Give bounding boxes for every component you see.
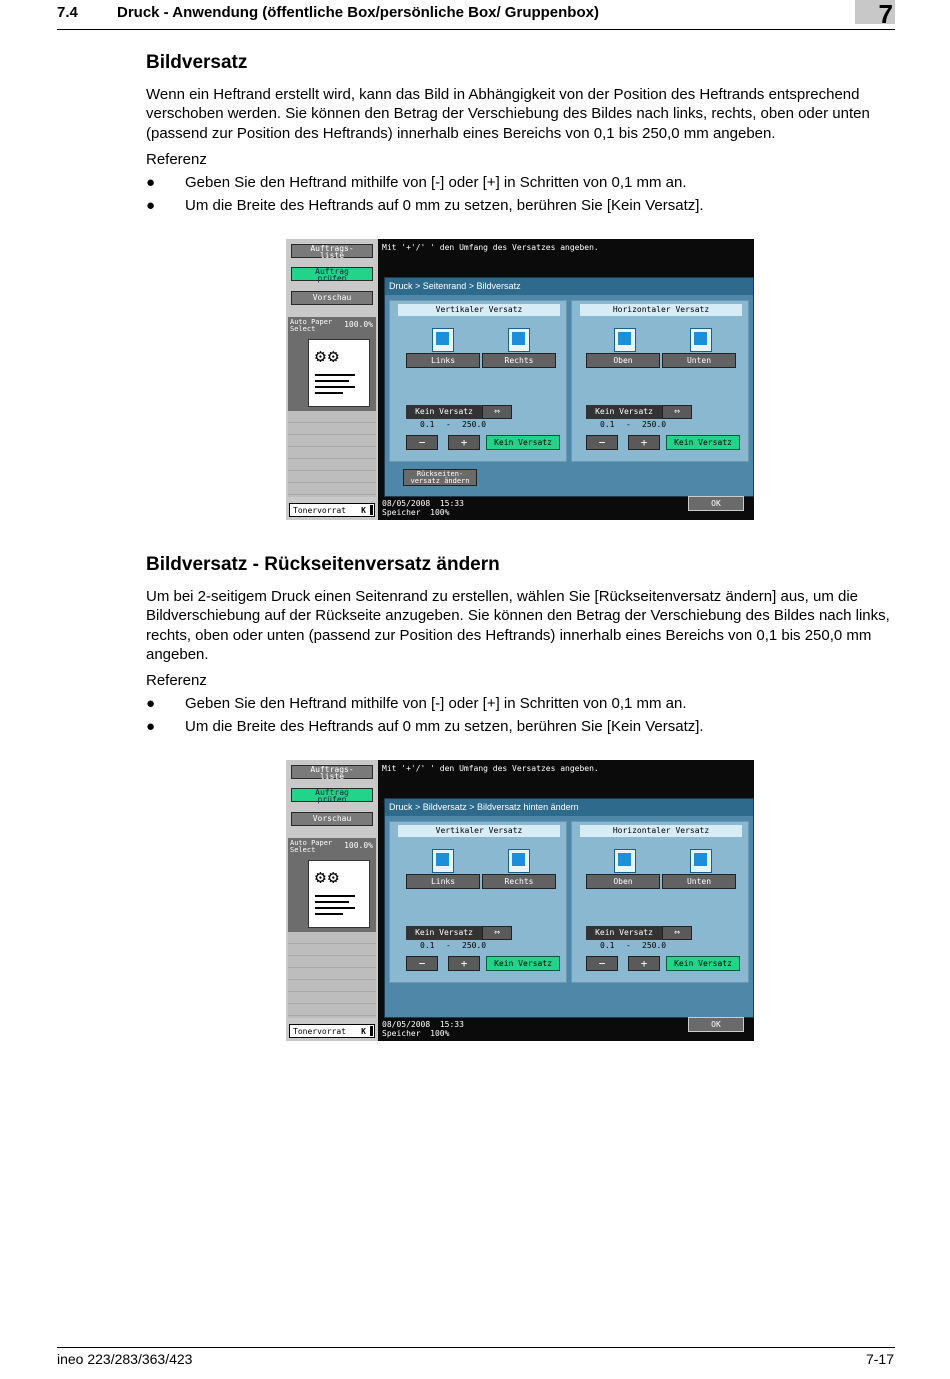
links-button[interactable]: Links	[406, 874, 480, 889]
shift-left-icon	[432, 849, 454, 873]
auftrag-pruefen-button[interactable]: Auftrag prüfen	[291, 267, 373, 281]
bullet-icon: ●	[146, 695, 156, 712]
left-panel	[286, 760, 378, 1041]
kein-versatz-value: Kein Versatz	[586, 405, 662, 419]
breadcrumb: Druck > Seitenrand > Bildversatz	[385, 278, 753, 295]
kein-versatz-value: Kein Versatz	[406, 926, 482, 940]
paragraph-rueckseitenversatz: Um bei 2-seitigem Druck einen Seitenrand zu erstellen, wählen Sie [Rückseitenversatz ändern] aus, um die Bildverschiebung auf der Rückseite anzugeben. Sie können den Betrag der Verschiebung des Bildes nach links, rechts, oben oder unten (passend zur Position des Heftrands) innerhalb eines Bereichs von 0,1 bis 250,0 mm angeben.	[146, 588, 890, 663]
auftragsliste-button[interactable]: Auftrags- liste	[291, 244, 373, 258]
range-min: 0.1	[420, 420, 435, 429]
preview-area	[288, 317, 376, 411]
ok-button[interactable]: OK	[688, 496, 744, 511]
page-preview	[308, 860, 370, 928]
screenshot-rueckseitenversatz	[286, 760, 754, 1041]
vorschau-button[interactable]: Vorschau	[291, 812, 373, 826]
unten-button[interactable]: Unten	[662, 874, 736, 889]
auto-paper-label: Auto Paper Select	[290, 318, 333, 333]
breadcrumb: Druck > Bildversatz > Bildversatz hinten ändern	[385, 799, 753, 816]
oben-button[interactable]: Oben	[586, 353, 660, 368]
kein-versatz-button[interactable]: Kein Versatz	[486, 956, 560, 971]
referenz-label: Referenz	[146, 151, 207, 168]
kein-versatz-button[interactable]: Kein Versatz	[666, 956, 740, 971]
paragraph-bildversatz: Wenn ein Heftrand erstellt wird, kann das Bild in Abhängigkeit von der Position des Heftrands entsprechend verschoben werden. Sie können den Betrag der Verschiebung des Bildes nach links, rechts, oben oder unten (passend zur Position des Heftrands) innerhalb eines Bereichs von 0,1 bis 250,0 mm angeben.	[146, 86, 870, 142]
shift-left-icon	[432, 328, 454, 352]
minus-button[interactable]: −	[406, 956, 438, 971]
side-stripes	[288, 411, 376, 497]
oben-button[interactable]: Oben	[586, 874, 660, 889]
bullet-icon: ●	[146, 718, 156, 735]
range-min: 0.1	[600, 941, 615, 950]
referenz-label: Referenz	[146, 672, 207, 689]
rechts-button[interactable]: Rechts	[482, 353, 556, 368]
toner-status: Tonervorrat K	[289, 1024, 375, 1038]
auto-paper-label: Auto Paper Select	[290, 839, 333, 854]
range-max: 250.0	[462, 420, 487, 429]
bullet-icon: ●	[146, 197, 156, 214]
auftrag-pruefen-button[interactable]: Auftrag prüfen	[291, 788, 373, 802]
message-line: Mit '+'/' ' den Umfang des Versatzes angeben.	[382, 243, 599, 252]
range-dash: -	[446, 941, 451, 950]
screenshot-bildversatz	[286, 239, 754, 520]
plus-button[interactable]: +	[628, 435, 660, 450]
vorschau-button[interactable]: Vorschau	[291, 291, 373, 305]
shift-down-icon	[690, 849, 712, 873]
heading-rueckseitenversatz: Bildversatz - Rückseitenversatz ändern	[146, 554, 500, 575]
auftragsliste-button[interactable]: Auftrags- liste	[291, 765, 373, 779]
range-dash: -	[446, 420, 451, 429]
shift-up-icon	[614, 328, 636, 352]
minus-button[interactable]: −	[586, 435, 618, 450]
minus-button[interactable]: −	[406, 435, 438, 450]
toner-status: Tonervorrat K	[289, 503, 375, 517]
chapter-number: 7	[855, 0, 895, 24]
preview-figure-icon: ⚙⚙	[315, 867, 341, 888]
zoom-label: 100.0%	[344, 841, 373, 850]
status-bar: 08/05/2008 15:33 Speicher 100%	[382, 499, 464, 517]
horizontaler-versatz-group: Horizontaler Versatz Oben Unten Kein Versatz ⇔ 0.1 - 250.0 − + Kein Versatz	[571, 300, 749, 462]
section-number: 7.4	[57, 4, 78, 21]
shift-down-icon	[690, 328, 712, 352]
preview-area	[288, 838, 376, 932]
links-button[interactable]: Links	[406, 353, 480, 368]
heading-bildversatz: Bildversatz	[146, 52, 248, 73]
preview-figure-icon: ⚙⚙	[315, 346, 341, 367]
toner-bar	[370, 505, 373, 515]
range-max: 250.0	[642, 420, 667, 429]
footer-product: ineo 223/283/363/423	[57, 1351, 193, 1367]
page-number: 7-17	[865, 1351, 894, 1367]
horizontaler-versatz-group: Horizontaler Versatz Oben Unten Kein Versatz ⇔ 0.1 - 250.0 − + Kein Versatz	[571, 821, 749, 983]
section-title: Druck - Anwendung (öffentliche Box/persönliche Box/ Gruppenbox)	[117, 4, 599, 21]
range-max: 250.0	[462, 941, 487, 950]
shift-right-icon	[508, 328, 530, 352]
range-min: 0.1	[600, 420, 615, 429]
range-dash: -	[626, 941, 631, 950]
left-panel	[286, 239, 378, 520]
main-panel	[384, 798, 754, 1018]
range-dash: -	[626, 420, 631, 429]
swap-button[interactable]: ⇔	[662, 926, 692, 940]
main-panel	[384, 277, 754, 497]
plus-button[interactable]: +	[448, 956, 480, 971]
plus-button[interactable]: +	[628, 956, 660, 971]
swap-button[interactable]: ⇔	[482, 926, 512, 940]
bullet-icon: ●	[146, 174, 156, 191]
kein-versatz-button[interactable]: Kein Versatz	[666, 435, 740, 450]
kein-versatz-value: Kein Versatz	[406, 405, 482, 419]
side-stripes	[288, 932, 376, 1018]
minus-button[interactable]: −	[586, 956, 618, 971]
page-preview	[308, 339, 370, 407]
plus-button[interactable]: +	[448, 435, 480, 450]
rechts-button[interactable]: Rechts	[482, 874, 556, 889]
shift-right-icon	[508, 849, 530, 873]
shift-up-icon	[614, 849, 636, 873]
zoom-label: 100.0%	[344, 320, 373, 329]
vertikaler-versatz-group: Vertikaler Versatz Links Rechts Kein Versatz ⇔ 0.1 - 250.0 − + Kein Versatz	[389, 300, 567, 462]
rueckseitenversatz-button[interactable]: Rückseiten- versatz ändern	[403, 469, 477, 486]
swap-button[interactable]: ⇔	[482, 405, 512, 419]
page-header	[57, 0, 895, 30]
ok-button[interactable]: OK	[688, 1017, 744, 1032]
kein-versatz-value: Kein Versatz	[586, 926, 662, 940]
message-line: Mit '+'/' ' den Umfang des Versatzes angeben.	[382, 764, 599, 773]
footer-rule	[57, 1347, 895, 1348]
vertikaler-versatz-group: Vertikaler Versatz Links Rechts Kein Versatz ⇔ 0.1 - 250.0 − + Kein Versatz	[389, 821, 567, 983]
toner-bar	[370, 1026, 373, 1036]
swap-button[interactable]: ⇔	[662, 405, 692, 419]
kein-versatz-button[interactable]: Kein Versatz	[486, 435, 560, 450]
range-min: 0.1	[420, 941, 435, 950]
status-bar: 08/05/2008 15:33 Speicher 100%	[382, 1020, 464, 1038]
range-max: 250.0	[642, 941, 667, 950]
unten-button[interactable]: Unten	[662, 353, 736, 368]
